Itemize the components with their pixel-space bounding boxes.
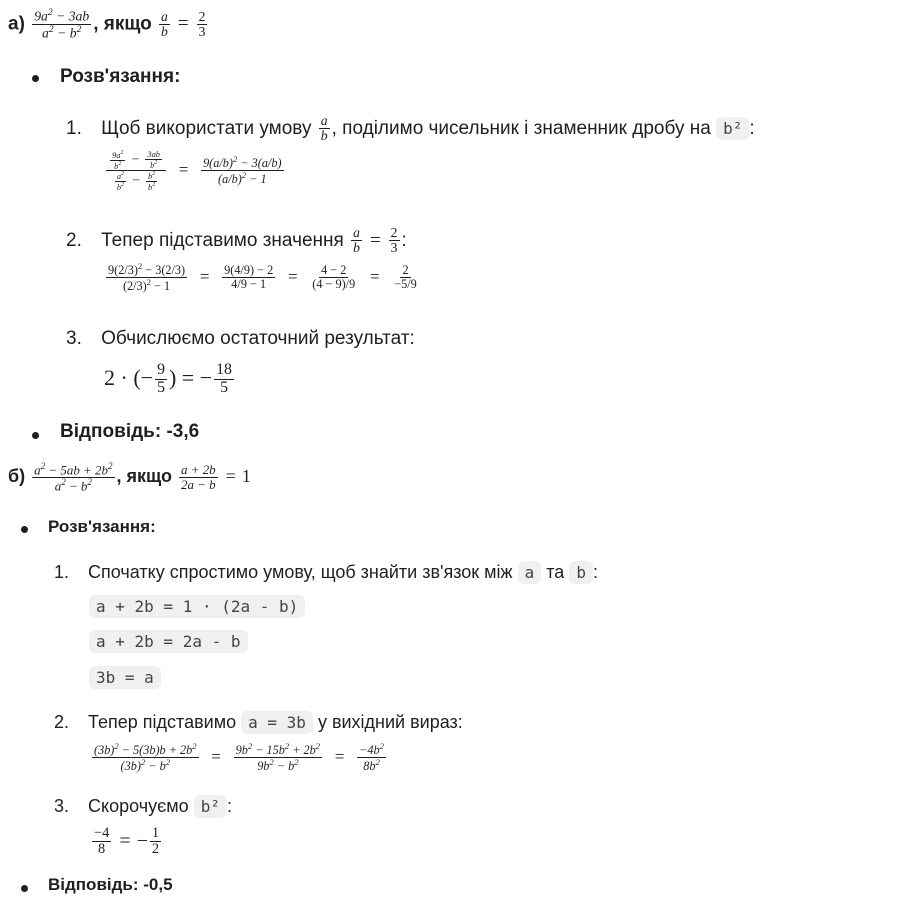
code-line-2: a + 2b = 2a - b bbox=[89, 630, 248, 653]
part-b-expression: $\frac{a^2 - 5ab + 2b^2}{a^2 - b^2}$ bbox=[34, 461, 113, 494]
part-b-heading: б) $\frac{a^2 - 5ab + 2b^2}{a^2 - b^2}$ , якщо $\frac{a + 2b}{2a - b}$ = 1 bbox=[8, 461, 251, 494]
part-b-step-1: 1. Спочатку спростимо умову, щоб знайти зв'язок між a та b : bbox=[54, 562, 598, 582]
part-a-condition-rhs: $\frac{2}{3}$ bbox=[198, 8, 206, 39]
code-b: b bbox=[569, 561, 593, 584]
part-a-solution-label: Розв'язання: bbox=[60, 66, 181, 87]
part-b-step-2: 2. Тепер підставимо a = 3b у вихідний вираз: bbox=[54, 712, 463, 732]
code-a-equals-3b: a = 3b bbox=[241, 711, 313, 734]
part-a-heading: а) $\frac{9a^2 - 3ab}{a^2 - b^2}$ , якщо $\frac{a}{b}$ = $\frac{2}{3}$ bbox=[8, 7, 206, 41]
part-b-solution-label: Розв'язання: bbox=[48, 517, 156, 536]
bullet bbox=[21, 885, 28, 892]
a-over-b: $\frac{a}{b}$ bbox=[320, 113, 328, 144]
part-a-if: , якщо bbox=[93, 13, 152, 35]
part-a-step-3: 3. Обчислюємо остаточний результат: bbox=[66, 328, 415, 349]
part-a-step-3-formula: 2 · (− $\frac{9}{5}$ ) = − $\frac{18}{5}$ bbox=[104, 361, 232, 396]
part-b-step-3: 3. Скорочуємо b² : bbox=[54, 796, 232, 816]
bullet bbox=[32, 75, 39, 82]
code-b-squared: b² bbox=[194, 795, 227, 818]
part-b-answer: Відповідь: -0,5 bbox=[48, 875, 173, 894]
step-number: 1. bbox=[66, 117, 82, 139]
code-b-squared: b² bbox=[716, 117, 749, 140]
code-a: a bbox=[518, 561, 542, 584]
bullet bbox=[32, 432, 39, 439]
part-a-step-1-formula: $\frac{9a^2}{b^2}$ − $\frac{3ab}{b^2}$ $\frac{a^2}{b^2}$ − $\frac{b^2}{b^2}$ = $\frac{9(a/b)^2 - 3(a/b)}{(a/b)^2 - 1}$ bbox=[104, 150, 286, 192]
part-b-step-3-formula: $\frac{-4}{8}$ = − $\frac{1}{2}$ bbox=[94, 825, 160, 858]
part-a-step-2: 2. Тепер підставимо значення $\frac{a}{b}$ = $\frac{2}{3}$ : bbox=[66, 225, 407, 256]
code-line-3: 3b = a bbox=[89, 666, 161, 689]
part-a-expression: $\frac{9a^2 - 3ab}{a^2 - b^2}$ bbox=[34, 7, 90, 41]
part-b-step-2-formula: $\frac{(3b)^2 - 5(3b)b + 2b^2}{(3b)^2 - b^2}$ = $\frac{9b^2 - 15b^2 + 2b^2}{9b^2 - b^2}$ = $\frac{-4b^2}{8b^2}$ bbox=[94, 741, 384, 773]
bullet bbox=[21, 526, 28, 533]
code-line-1: a + 2b = 1 · (2a - b) bbox=[89, 595, 305, 618]
part-a-answer: Відповідь: -3,6 bbox=[60, 421, 200, 442]
part-a-step-2-formula: $\frac{9(2/3)^2 - 3(2/3)}{(2/3)^2 - 1}$ = $\frac{9(4/9) - 2}{4/9 - 1}$ = $\frac{4 - 2}{(4 - 9)/9}$ = $\frac{2}{-5/9}$ bbox=[108, 261, 417, 293]
part-a-step-1: 1. Щоб використати умову $\frac{a}{b}$ , поділимо чисельник і знаменник дробу на b² : bbox=[66, 113, 755, 144]
part-a-marker: а) bbox=[8, 13, 25, 35]
part-b-condition: $\frac{a + 2b}{2a - b}$ bbox=[181, 462, 216, 492]
part-a-condition-lhs: $\frac{a}{b}$ bbox=[161, 8, 168, 39]
